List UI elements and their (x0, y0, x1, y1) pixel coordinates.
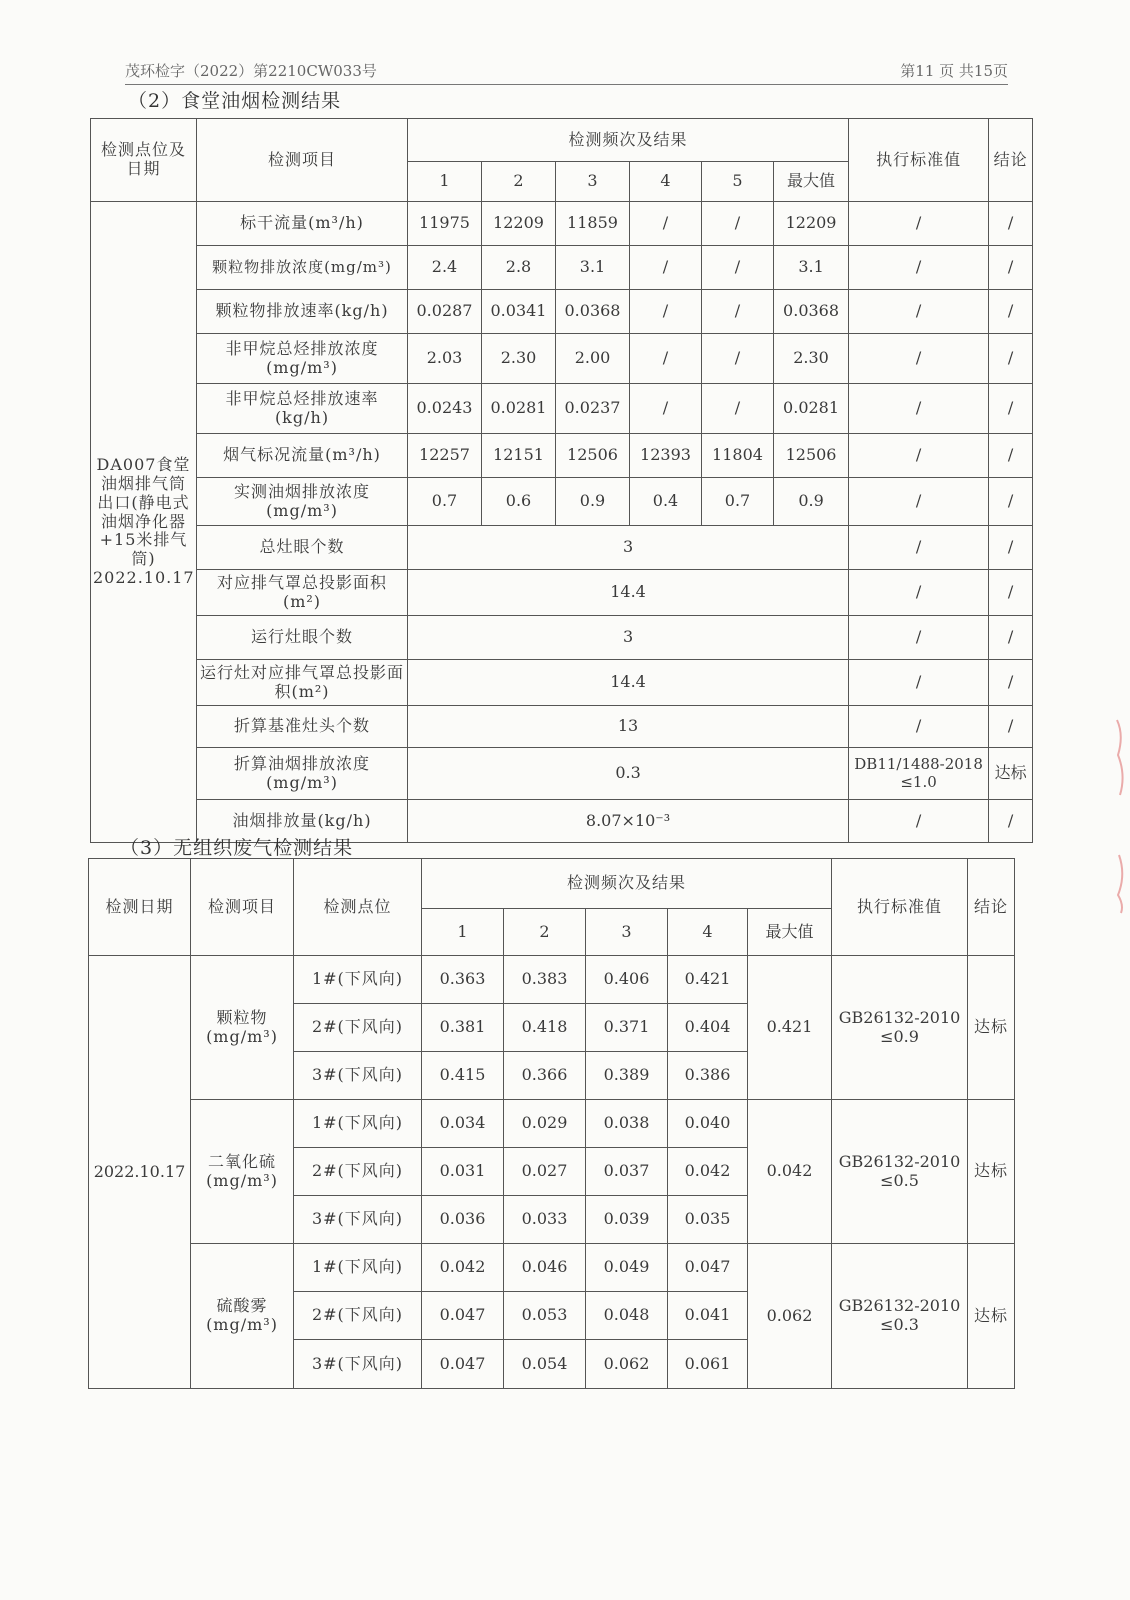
fugitive-gas-table (88, 858, 1015, 1389)
value-cell: 0.031 (422, 1148, 504, 1196)
value-cell: 0.033 (504, 1196, 586, 1244)
standard-cell: / (849, 246, 989, 290)
header-col-3: 3 (556, 162, 630, 202)
value-cell: 0.061 (668, 1340, 748, 1389)
standard-cell: / (849, 434, 989, 478)
merged-value-cell: 14.4 (408, 660, 849, 706)
value-cell: 0.046 (504, 1244, 586, 1292)
conclusion-cell: 达标 (968, 1100, 1015, 1244)
header-col-1: 1 (408, 162, 482, 202)
standard-cell: / (849, 478, 989, 526)
value-cell: 0.404 (668, 1004, 748, 1052)
value-cell: 0.386 (668, 1052, 748, 1100)
value-cell: 0.053 (504, 1292, 586, 1340)
item-label: 烟气标况流量(m³/h) (197, 434, 408, 478)
value-cell: 3.1 (556, 246, 630, 290)
pollutant-label: 颗粒物(mg/m³) (191, 956, 294, 1100)
value-cell: 0.389 (586, 1052, 668, 1100)
header-date: 检测日期 (89, 859, 191, 956)
header-location-date: 检测点位及日期 (91, 119, 197, 202)
page-header (125, 60, 1008, 85)
conclusion-cell: 达标 (968, 1244, 1015, 1389)
value-cell: 0.4 (630, 478, 702, 526)
value-cell: 12209 (482, 202, 556, 246)
value-cell: 2.03 (408, 334, 482, 384)
value-cell: 2.4 (408, 246, 482, 290)
value-cell: 0.366 (504, 1052, 586, 1100)
value-cell: 2.00 (556, 334, 630, 384)
point-cell: 1#(下风向) (294, 1244, 422, 1292)
value-cell: 11975 (408, 202, 482, 246)
item-label: 运行灶眼个数 (197, 616, 408, 660)
value-cell: 0.038 (586, 1100, 668, 1148)
point-cell: 3#(下风向) (294, 1052, 422, 1100)
item-label: 颗粒物排放速率(kg/h) (197, 290, 408, 334)
conclusion-cell: 达标 (989, 748, 1033, 800)
standard-cell: / (849, 660, 989, 706)
header-standard: 执行标准值 (849, 119, 989, 202)
value-cell: 0.381 (422, 1004, 504, 1052)
value-cell: 0.049 (586, 1244, 668, 1292)
value-cell: 0.0368 (556, 290, 630, 334)
value-cell: / (630, 384, 702, 434)
standard-cell: / (849, 616, 989, 660)
value-cell: 0.383 (504, 956, 586, 1004)
header-col-2: 2 (482, 162, 556, 202)
standard-cell: / (849, 384, 989, 434)
value-cell: 0.036 (422, 1196, 504, 1244)
standard-cell: GB26132-2010 ≤0.9 (832, 956, 968, 1100)
max-cell: 3.1 (774, 246, 849, 290)
location-cell: DA007食堂油烟排气筒出口(静电式油烟净化器+15米排气筒) 2022.10.17 (91, 202, 197, 843)
value-cell: 11859 (556, 202, 630, 246)
item-label: 非甲烷总烃排放浓度(mg/m³) (197, 334, 408, 384)
conclusion-cell: / (989, 660, 1033, 706)
value-cell: 0.0287 (408, 290, 482, 334)
value-cell: 0.7 (702, 478, 774, 526)
value-cell: 0.0281 (482, 384, 556, 434)
header-point: 检测点位 (294, 859, 422, 956)
standard-cell: / (849, 800, 989, 843)
standard-cell: GB26132-2010 ≤0.5 (832, 1100, 968, 1244)
value-cell: 0.0237 (556, 384, 630, 434)
value-cell: 0.0341 (482, 290, 556, 334)
value-cell: 0.042 (422, 1244, 504, 1292)
max-cell: 2.30 (774, 334, 849, 384)
header-col-max: 最大值 (774, 162, 849, 202)
item-label: 运行灶对应排气罩总投影面积(m²) (197, 660, 408, 706)
value-cell: 0.039 (586, 1196, 668, 1244)
item-label: 颗粒物排放浓度(mg/m³) (197, 246, 408, 290)
value-cell: 2.30 (482, 334, 556, 384)
point-cell: 3#(下风向) (294, 1196, 422, 1244)
value-cell: 0.041 (668, 1292, 748, 1340)
value-cell: / (630, 246, 702, 290)
merged-value-cell: 3 (408, 526, 849, 570)
standard-cell: / (849, 570, 989, 616)
value-cell: 0.054 (504, 1340, 586, 1389)
value-cell: 0.040 (668, 1100, 748, 1148)
conclusion-cell: / (989, 706, 1033, 748)
conclusion-cell: / (989, 290, 1033, 334)
conclusion-cell: / (989, 800, 1033, 843)
value-cell: / (702, 202, 774, 246)
value-cell: / (702, 334, 774, 384)
conclusion-cell: / (989, 570, 1033, 616)
item-label: 对应排气罩总投影面积(m²) (197, 570, 408, 616)
merged-value-cell: 3 (408, 616, 849, 660)
item-label: 实测油烟排放浓度(mg/m³) (197, 478, 408, 526)
value-cell: 0.042 (668, 1148, 748, 1196)
max-cell: 0.062 (748, 1244, 832, 1389)
value-cell: / (630, 202, 702, 246)
header-col-3: 3 (586, 909, 668, 956)
header-col-4: 4 (668, 909, 748, 956)
value-cell: 0.9 (556, 478, 630, 526)
value-cell: / (630, 290, 702, 334)
point-cell: 2#(下风向) (294, 1148, 422, 1196)
header-col-4: 4 (630, 162, 702, 202)
value-cell: 0.062 (586, 1340, 668, 1389)
seal-stamp-edge (1114, 715, 1128, 915)
value-cell: / (630, 334, 702, 384)
header-standard: 执行标准值 (832, 859, 968, 956)
value-cell: 0.6 (482, 478, 556, 526)
value-cell: 0.047 (422, 1340, 504, 1389)
header-col-5: 5 (702, 162, 774, 202)
section-title-kitchen-fume: （2）食堂油烟检测结果 (128, 90, 342, 112)
header-freq-results: 检测频次及结果 (408, 119, 849, 162)
max-cell: 0.9 (774, 478, 849, 526)
max-cell: 0.421 (748, 956, 832, 1100)
value-cell: / (702, 384, 774, 434)
item-label: 标干流量(m³/h) (197, 202, 408, 246)
max-cell: 0.0368 (774, 290, 849, 334)
conclusion-cell: / (989, 246, 1033, 290)
merged-value-cell: 8.07×10⁻³ (408, 800, 849, 843)
header-item: 检测项目 (191, 859, 294, 956)
point-cell: 2#(下风向) (294, 1292, 422, 1340)
value-cell: 12151 (482, 434, 556, 478)
header-col-2: 2 (504, 909, 586, 956)
conclusion-cell: / (989, 334, 1033, 384)
value-cell: 0.047 (668, 1244, 748, 1292)
header-col-max: 最大值 (748, 909, 832, 956)
item-label: 油烟排放量(kg/h) (197, 800, 408, 843)
value-cell: 0.037 (586, 1148, 668, 1196)
conclusion-cell: / (989, 616, 1033, 660)
value-cell: 0.048 (586, 1292, 668, 1340)
section-title-fugitive-gas: （3）无组织废气检测结果 (120, 837, 354, 859)
value-cell: 0.047 (422, 1292, 504, 1340)
point-cell: 3#(下风向) (294, 1340, 422, 1389)
standard-cell: / (849, 706, 989, 748)
pollutant-label: 二氧化硫(mg/m³) (191, 1100, 294, 1244)
value-cell: 0.406 (586, 956, 668, 1004)
merged-value-cell: 0.3 (408, 748, 849, 800)
value-cell: 0.421 (668, 956, 748, 1004)
conclusion-cell: 达标 (968, 956, 1015, 1100)
header-item: 检测项目 (197, 119, 408, 202)
standard-cell: / (849, 202, 989, 246)
max-cell: 12506 (774, 434, 849, 478)
value-cell: 0.034 (422, 1100, 504, 1148)
value-cell: / (702, 246, 774, 290)
value-cell: 0.415 (422, 1052, 504, 1100)
value-cell: 0.029 (504, 1100, 586, 1148)
value-cell: 12257 (408, 434, 482, 478)
standard-cell: / (849, 290, 989, 334)
value-cell: / (702, 290, 774, 334)
item-label: 折算油烟排放浓度(mg/m³) (197, 748, 408, 800)
value-cell: 0.371 (586, 1004, 668, 1052)
value-cell: 0.7 (408, 478, 482, 526)
point-cell: 1#(下风向) (294, 956, 422, 1004)
value-cell: 0.027 (504, 1148, 586, 1196)
value-cell: 2.8 (482, 246, 556, 290)
merged-value-cell: 14.4 (408, 570, 849, 616)
max-cell: 0.042 (748, 1100, 832, 1244)
max-cell: 12209 (774, 202, 849, 246)
value-cell: 0.363 (422, 956, 504, 1004)
value-cell: 0.418 (504, 1004, 586, 1052)
conclusion-cell: / (989, 202, 1033, 246)
max-cell: 0.0281 (774, 384, 849, 434)
standard-cell: / (849, 334, 989, 384)
standard-cell: / (849, 526, 989, 570)
value-cell: 0.035 (668, 1196, 748, 1244)
pollutant-label: 硫酸雾(mg/m³) (191, 1244, 294, 1389)
conclusion-cell: / (989, 384, 1033, 434)
item-label: 非甲烷总烃排放速率(kg/h) (197, 384, 408, 434)
page-number: 第11 页 共15页 (900, 62, 1008, 80)
conclusion-cell: / (989, 434, 1033, 478)
merged-value-cell: 13 (408, 706, 849, 748)
value-cell: 12506 (556, 434, 630, 478)
date-cell: 2022.10.17 (89, 956, 191, 1389)
item-label: 总灶眼个数 (197, 526, 408, 570)
standard-cell: DB11/1488-2018 ≤1.0 (849, 748, 989, 800)
value-cell: 11804 (702, 434, 774, 478)
item-label: 折算基准灶头个数 (197, 706, 408, 748)
conclusion-cell: / (989, 526, 1033, 570)
value-cell: 0.0243 (408, 384, 482, 434)
point-cell: 2#(下风向) (294, 1004, 422, 1052)
point-cell: 1#(下风向) (294, 1100, 422, 1148)
conclusion-cell: / (989, 478, 1033, 526)
header-conclusion: 结论 (968, 859, 1015, 956)
value-cell: 12393 (630, 434, 702, 478)
header-col-1: 1 (422, 909, 504, 956)
kitchen-fume-table (90, 118, 1033, 843)
standard-cell: GB26132-2010 ≤0.3 (832, 1244, 968, 1389)
header-freq-results: 检测频次及结果 (422, 859, 832, 909)
report-number: 茂环检字（2022）第2210CW033号 (125, 62, 377, 80)
header-conclusion: 结论 (989, 119, 1033, 202)
